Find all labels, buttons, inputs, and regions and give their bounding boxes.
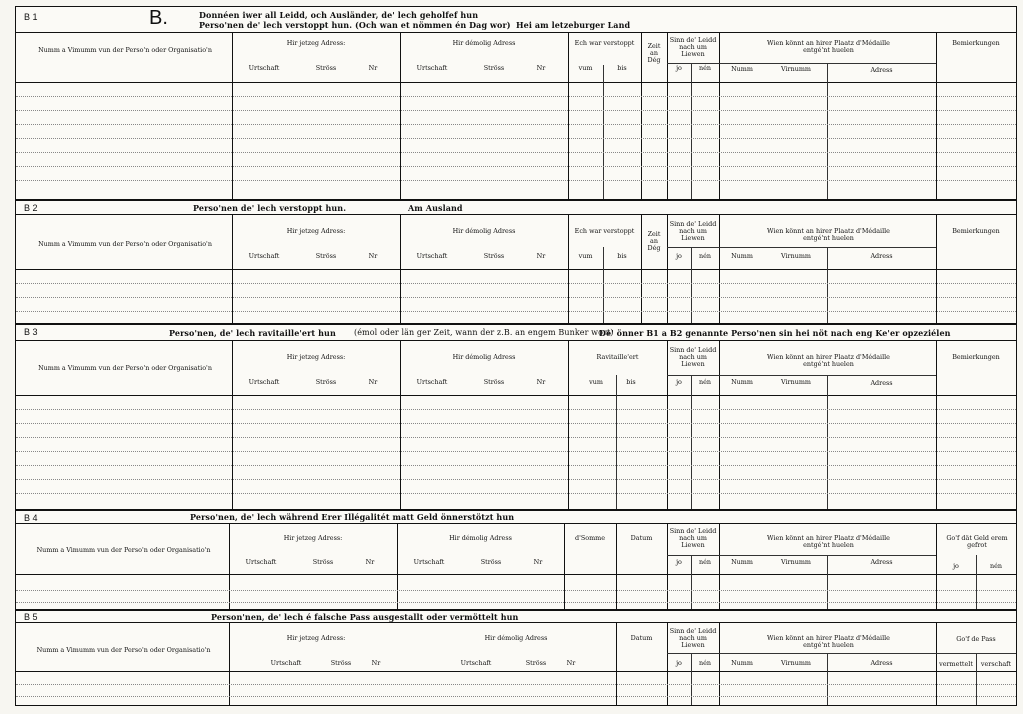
yes-header: jo	[676, 378, 682, 386]
section-subtitle-location: Hei am letzeburger Land	[516, 20, 631, 30]
section-title: Perso'nen de' lech verstoppt hun.	[193, 203, 347, 213]
street-header: Ströss	[483, 64, 505, 72]
section-title-remark: De' önner B1 a B2 genannte Perso'nen sin hei nöt nach eng Ke'er opzeziélen	[599, 328, 951, 338]
medal-header: Wien könnt an hirer Plaatz d'Médaille entgé'nt huelen	[767, 534, 890, 550]
big-letter: B.	[149, 7, 168, 29]
former-address-header: Hir démolig Adress	[484, 634, 548, 642]
number-header: Nr	[368, 252, 378, 260]
date-header: Datum	[630, 534, 653, 542]
no-header: nén	[698, 252, 711, 260]
address-header: Adress	[870, 252, 893, 260]
yes-header: jo	[676, 64, 682, 72]
town-header: Urtschaft	[416, 252, 448, 260]
to-header: bis	[617, 252, 627, 260]
to-header: bis	[617, 64, 627, 72]
sum-header: d'Somme	[575, 534, 605, 542]
town-header: Urtschaft	[248, 252, 280, 260]
to-header: bis	[626, 378, 636, 386]
section-subtitle: Perso'nen de' lech verstoppt hun. (Och wan et nömmen én Dag wor)	[199, 20, 511, 30]
section-b1-header	[16, 7, 1016, 33]
current-address-header: Hir jetzeg Adress:	[283, 534, 343, 542]
remarks-header: Bemierkungen	[952, 353, 1000, 361]
address-header: Adress	[870, 659, 893, 667]
town-header: Urtschaft	[270, 659, 302, 667]
number-header: Nr	[371, 659, 381, 667]
medal-header: Wien könnt an hirer Plaatz d'Médaille entgé'nt huelen	[767, 634, 890, 650]
medal-header: Wien könnt an hirer Plaatz d'Médaille entgé'nt huelen	[767, 39, 890, 55]
street-header: Ströss	[525, 659, 547, 667]
hidden-time-header: Zeit an Dég	[647, 42, 661, 65]
from-header: vum	[589, 378, 603, 386]
street-header: Ströss	[312, 558, 334, 566]
street-header: Ströss	[315, 64, 337, 72]
hidden-time-header: Zeit an Dég	[647, 230, 661, 253]
current-address-header: Hir jetzeg Adress:	[286, 39, 346, 47]
remarks-header: Bemierkungen	[952, 39, 1000, 47]
number-header: Nr	[365, 558, 375, 566]
hidden-header: Ech war verstoppt	[574, 227, 635, 235]
section-title: Perso'nen, de' lech ravitaille'ert hun	[169, 328, 336, 338]
alive-header: Sinn de' Leidd nach um Liewen	[669, 527, 717, 550]
name-column-header: Numm a Vimumm vun der Perso'n oder Organisatio'n	[38, 364, 212, 372]
name-header: Numm	[731, 65, 753, 73]
mediated-header: verschaft	[980, 660, 1012, 668]
town-header: Urtschaft	[248, 378, 280, 386]
section-b3-header	[16, 325, 1016, 341]
town-header: Urtschaft	[248, 64, 280, 72]
name-column-header: Numm a Vimumm vun der Perso'n oder Organisatio'n	[38, 46, 212, 54]
town-header: Urtschaft	[245, 558, 277, 566]
hidden-header: Ech war verstoppt	[574, 39, 635, 47]
number-header: Nr	[536, 378, 546, 386]
yes-header: jo	[676, 659, 682, 667]
current-address-header: Hir jetzeg Adress:	[286, 227, 346, 235]
section-title: Donnéen iwer all Leidd, och Ausländer, de' lech geholfef hun	[199, 10, 479, 20]
from-header: vum	[578, 64, 593, 72]
street-header: Ströss	[315, 378, 337, 386]
street-header: Ströss	[315, 252, 337, 260]
firstname-header: Virnumm	[781, 65, 811, 73]
questionnaire-page	[15, 6, 1017, 706]
section-b3	[15, 324, 1017, 510]
date-header: Datum	[630, 634, 653, 642]
remarks-header: Bemierkungen	[952, 227, 1000, 235]
former-address-header: Hir démolig Adress	[452, 353, 516, 361]
alive-header: Sinn de' Leidd nach um Liewen	[669, 346, 717, 369]
from-header: vum	[578, 252, 593, 260]
address-header: Adress	[870, 558, 893, 566]
street-header: Ströss	[480, 558, 502, 566]
section-b5-header	[16, 611, 1016, 623]
section-label: B 2	[24, 203, 38, 213]
number-header: Nr	[368, 64, 378, 72]
number-header: Nr	[368, 378, 378, 386]
no-header: nén	[989, 562, 1002, 570]
street-header: Ströss	[330, 659, 352, 667]
number-header: Nr	[533, 558, 543, 566]
former-address-header: Hir démolig Adress	[452, 227, 516, 235]
section-title: Perso'nen, de' lech während Erer Illégalitét matt Geld önnerstötzt hun	[190, 512, 515, 522]
number-header: Nr	[536, 252, 546, 260]
name-header: Numm	[731, 252, 753, 260]
address-header: Adress	[870, 66, 893, 74]
pass-header: Go'f de Pass	[956, 635, 996, 643]
number-header: Nr	[536, 64, 546, 72]
town-header: Urtschaft	[416, 378, 448, 386]
alive-header: Sinn de' Leidd nach um Liewen	[669, 627, 717, 650]
no-header: nén	[698, 378, 711, 386]
no-header: nén	[698, 659, 711, 667]
town-header: Urtschaft	[413, 558, 445, 566]
medal-header: Wien könnt an hirer Plaatz d'Médaille entgé'nt huelen	[767, 227, 890, 243]
name-column-header: Numm a Vimumm vun der Perso'n oder Organisatio'n	[36, 546, 211, 554]
section-b4-header	[16, 511, 1016, 524]
name-header: Numm	[731, 378, 753, 386]
alive-header: Sinn de' Leidd nach um Liewen	[669, 36, 717, 59]
medal-header: Wien könnt an hirer Plaatz d'Médaille entgé'nt huelen	[767, 353, 890, 369]
town-header: Urtschaft	[460, 659, 492, 667]
street-header: Ströss	[483, 252, 505, 260]
no-header: nén	[698, 558, 711, 566]
section-b4	[15, 510, 1017, 610]
name-header: Numm	[731, 659, 753, 667]
number-header: Nr	[566, 659, 576, 667]
alive-header: Sinn de' Leidd nach um Liewen	[669, 220, 717, 243]
firstname-header: Virnumm	[781, 659, 811, 667]
name-column-header: Numm a Vimumm vun der Perso'n oder Organisatio'n	[36, 646, 211, 654]
section-b2	[15, 200, 1017, 324]
current-address-header: Hir jetzeg Adress:	[286, 634, 346, 642]
street-header: Ströss	[483, 378, 505, 386]
yes-header: jo	[676, 252, 682, 260]
firstname-header: Virnumm	[781, 252, 811, 260]
section-label: B 5	[24, 612, 38, 622]
address-header: Adress	[870, 379, 893, 387]
section-title-location: Am Ausland	[408, 203, 463, 213]
section-b5	[15, 610, 1017, 706]
section-label: B 3	[24, 327, 38, 337]
supplied-header: Ravitaille'ert	[596, 353, 639, 361]
name-header: Numm	[731, 558, 753, 566]
name-column-header: Numm a Vimumm vun der Perso'n oder Organisatio'n	[38, 240, 212, 248]
yes-header: jo	[953, 562, 959, 570]
firstname-header: Virnumm	[781, 378, 811, 386]
money-back-header: Go'f dät Geld erem gefrot	[946, 534, 1008, 550]
section-b1	[15, 6, 1017, 200]
former-address-header: Hir démolig Adress	[449, 534, 512, 542]
section-title-note: (émol oder län ger Zeit, wann der z.B. an engem Bunker wort)	[354, 328, 614, 337]
current-address-header: Hir jetzeg Adress:	[286, 353, 346, 361]
section-label: B 1	[24, 12, 38, 22]
section-title: Person'nen, de' lech é falsche Pass ausgestallt oder vermöttelt hun	[211, 612, 519, 622]
former-address-header: Hir démolig Adress	[452, 39, 516, 47]
yes-header: jo	[676, 558, 682, 566]
issued-header: vermettelt	[939, 660, 973, 668]
no-header: nén	[698, 64, 711, 72]
firstname-header: Virnumm	[781, 558, 811, 566]
town-header: Urtschaft	[416, 64, 448, 72]
section-label: B 4	[24, 513, 38, 523]
section-b2-header	[16, 201, 1016, 215]
